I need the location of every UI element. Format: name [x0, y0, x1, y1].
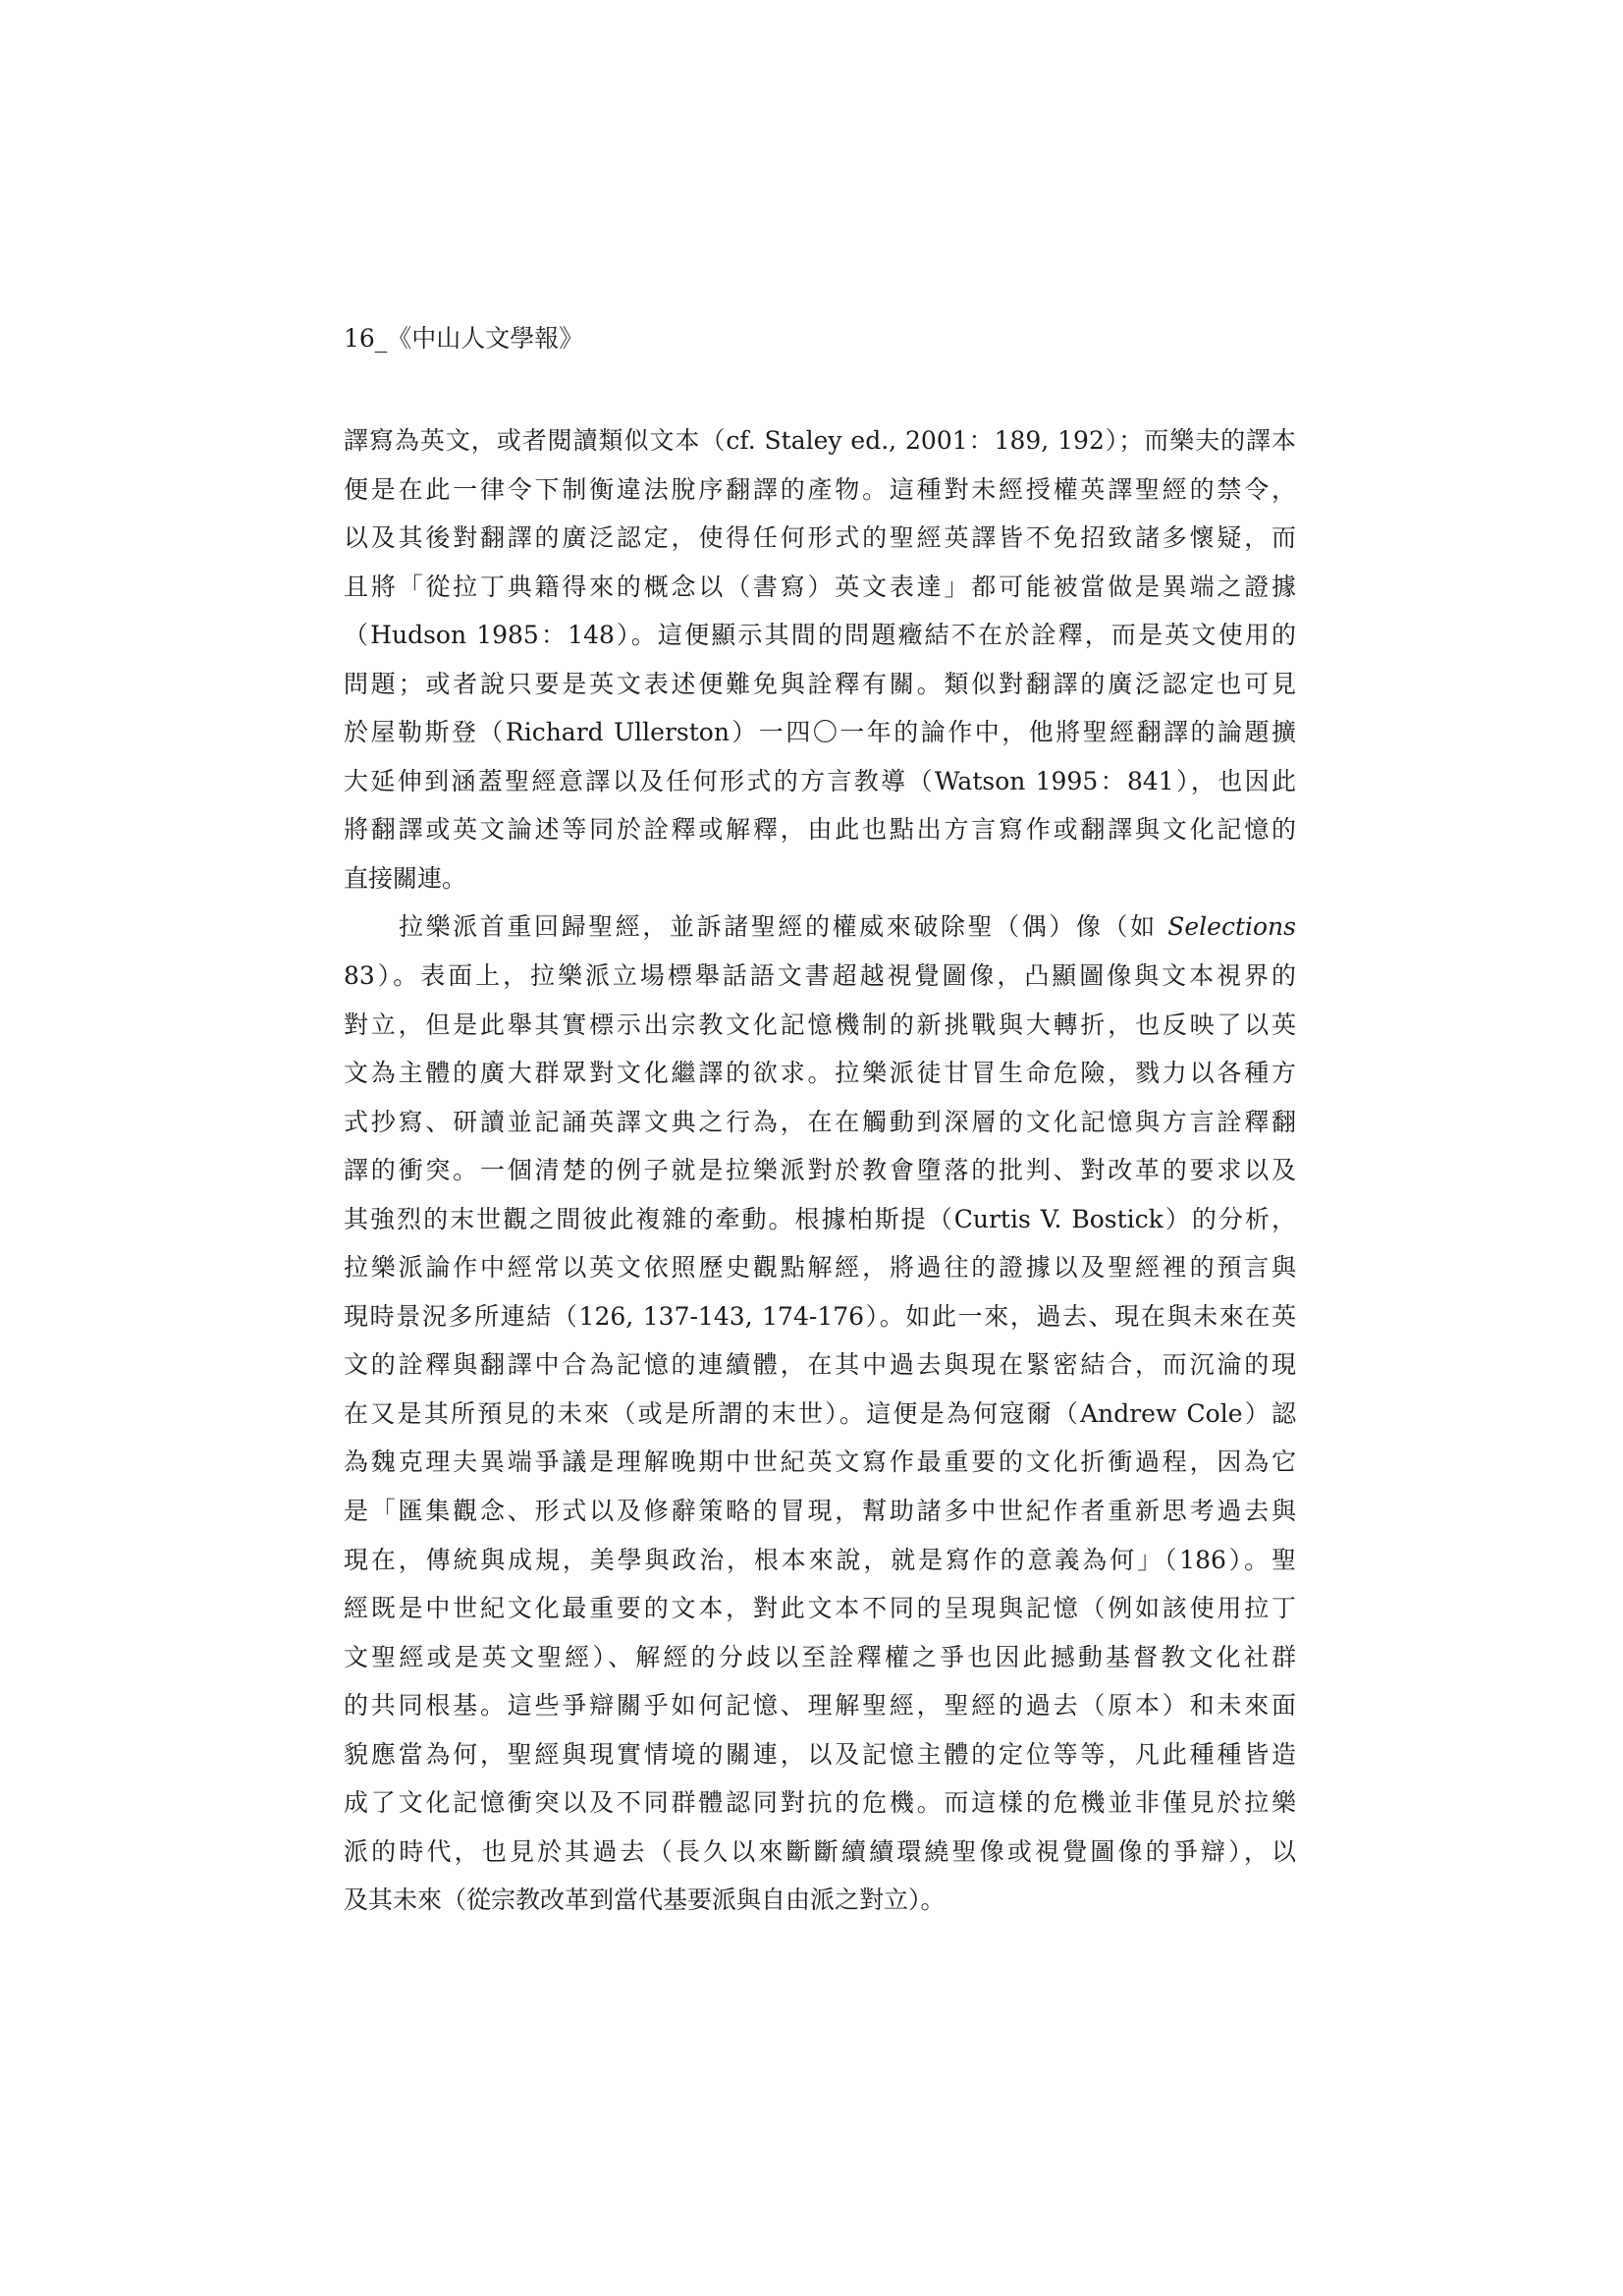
- text-line: 為魏克理夫異端爭議是理解晚期中世紀英文寫作最重要的文化折衝過程，因為它: [344, 1448, 1296, 1477]
- text-line: （Hudson 1985：148）。這便顯示其間的問題癥結不在於詮釋，而是英文使用的: [344, 621, 1296, 650]
- text-line: 的共同根基。這些爭辯關乎如何記憶、理解聖經，聖經的過去（原本）和未來面: [344, 1691, 1296, 1721]
- text-line: 拉樂派首重回歸聖經，並訴諸聖經的權威來破除聖（偶）像（如 Selections: [399, 912, 1296, 942]
- text-line: 貌應當為何，聖經與現實情境的關連，以及記憶主體的定位等等，凡此種種皆造: [344, 1739, 1296, 1769]
- text-line: 文的詮釋與翻譯中合為記憶的連續體，在其中過去與現在緊密結合，而沉淪的現: [344, 1350, 1296, 1380]
- text-line: 且將「從拉丁典籍得來的概念以（書寫）英文表達」都可能被當做是異端之證據: [344, 572, 1296, 601]
- text-line: 現在，傳統與成規，美學與政治，根本來說，就是寫作的意義為何」（186）。聖: [344, 1545, 1296, 1574]
- text-line: 在又是其所預見的未來（或是所謂的末世）。這便是為何寇爾（Andrew Cole）認: [344, 1398, 1296, 1428]
- text-line: 譯寫為英文，或者閱讀類似文本（cf. Staley ed., 2001：189, 192）；而樂夫的譯本: [344, 426, 1296, 455]
- text-line: 直接關連。: [344, 863, 467, 893]
- text-line: 83）。表面上，拉樂派立場標舉話語文書超越視覺圖像，凸顯圖像與文本視界的: [344, 961, 1296, 991]
- text-line: 及其未來（從宗教改革到當代基要派與自由派之對立）。: [344, 1886, 946, 1915]
- text-line: 對立，但是此舉其實標示出宗教文化記憶機制的新挑戰與大轉折，也反映了以英: [344, 1010, 1296, 1039]
- text-line: 大延伸到涵蓋聖經意譯以及任何形式的方言教導（Watson 1995：841），也因此: [344, 766, 1296, 795]
- text-line: 是「匯集觀念、形式以及修辭策略的冒現，幫助諸多中世紀作者重新思考過去與: [344, 1497, 1296, 1526]
- text-line: 便是在此一律令下制衡違法脫序翻譯的產物。這種對未經授權英譯聖經的禁令，: [344, 474, 1296, 504]
- running-head: 16_《中山人文學報》: [344, 324, 584, 353]
- text-line: 派的時代，也見於其過去（長久以來斷斷續續環繞聖像或視覺圖像的爭辯），以: [344, 1836, 1296, 1866]
- paragraph-1: [344, 416, 1296, 902]
- text-line: 現時景況多所連結（126, 137-143, 174-176）。如此一來，過去、現在與未來在英: [344, 1301, 1296, 1331]
- text-line: 式抄寫、研讀並記誦英譯文典之行為，在在觸動到深層的文化記憶與方言詮釋翻: [344, 1107, 1296, 1136]
- text-line: 譯的衝突。一個清楚的例子就是拉樂派對於教會墮落的批判、對改革的要求以及: [344, 1156, 1296, 1185]
- text-line: 成了文化記憶衝突以及不同群體認同對抗的危機。而這樣的危機並非僅見於拉樂: [344, 1788, 1296, 1818]
- body-text: [344, 416, 1296, 1925]
- paragraph-2: [344, 902, 1296, 1924]
- text-line: 文為主體的廣大群眾對文化繼譯的欲求。拉樂派徒甘冒生命危險，戮力以各種方: [344, 1059, 1296, 1088]
- text-line: 於屋勒斯登（Richard Ullerston）一四〇一年的論作中，他將聖經翻譯的論題擴: [344, 718, 1296, 747]
- text-line: 以及其後對翻譯的廣泛認定，使得任何形式的聖經英譯皆不免招致諸多懷疑，而: [344, 523, 1296, 553]
- text-line: 問題；或者說只要是英文表述便難免與詮釋有關。類似對翻譯的廣泛認定也可見: [344, 669, 1296, 698]
- text-line: 拉樂派論作中經常以英文依照歷史觀點解經，將過往的證據以及聖經裡的預言與: [344, 1253, 1296, 1283]
- text-line: 經既是中世紀文化最重要的文本，對此文本不同的呈現與記憶（例如該使用拉丁: [344, 1594, 1296, 1623]
- cited-title: Selections: [1167, 912, 1296, 942]
- text-line: 將翻譯或英文論述等同於詮釋或解釋，由此也點出方言寫作或翻譯與文化記憶的: [344, 815, 1296, 845]
- text-line: 文聖經或是英文聖經）、解經的分歧以至詮釋權之爭也因此撼動基督教文化社群: [344, 1642, 1296, 1671]
- text-line: 其強烈的末世觀之間彼此複雜的牽動。根據柏斯提（Curtis V. Bostick）的分析，: [344, 1204, 1296, 1233]
